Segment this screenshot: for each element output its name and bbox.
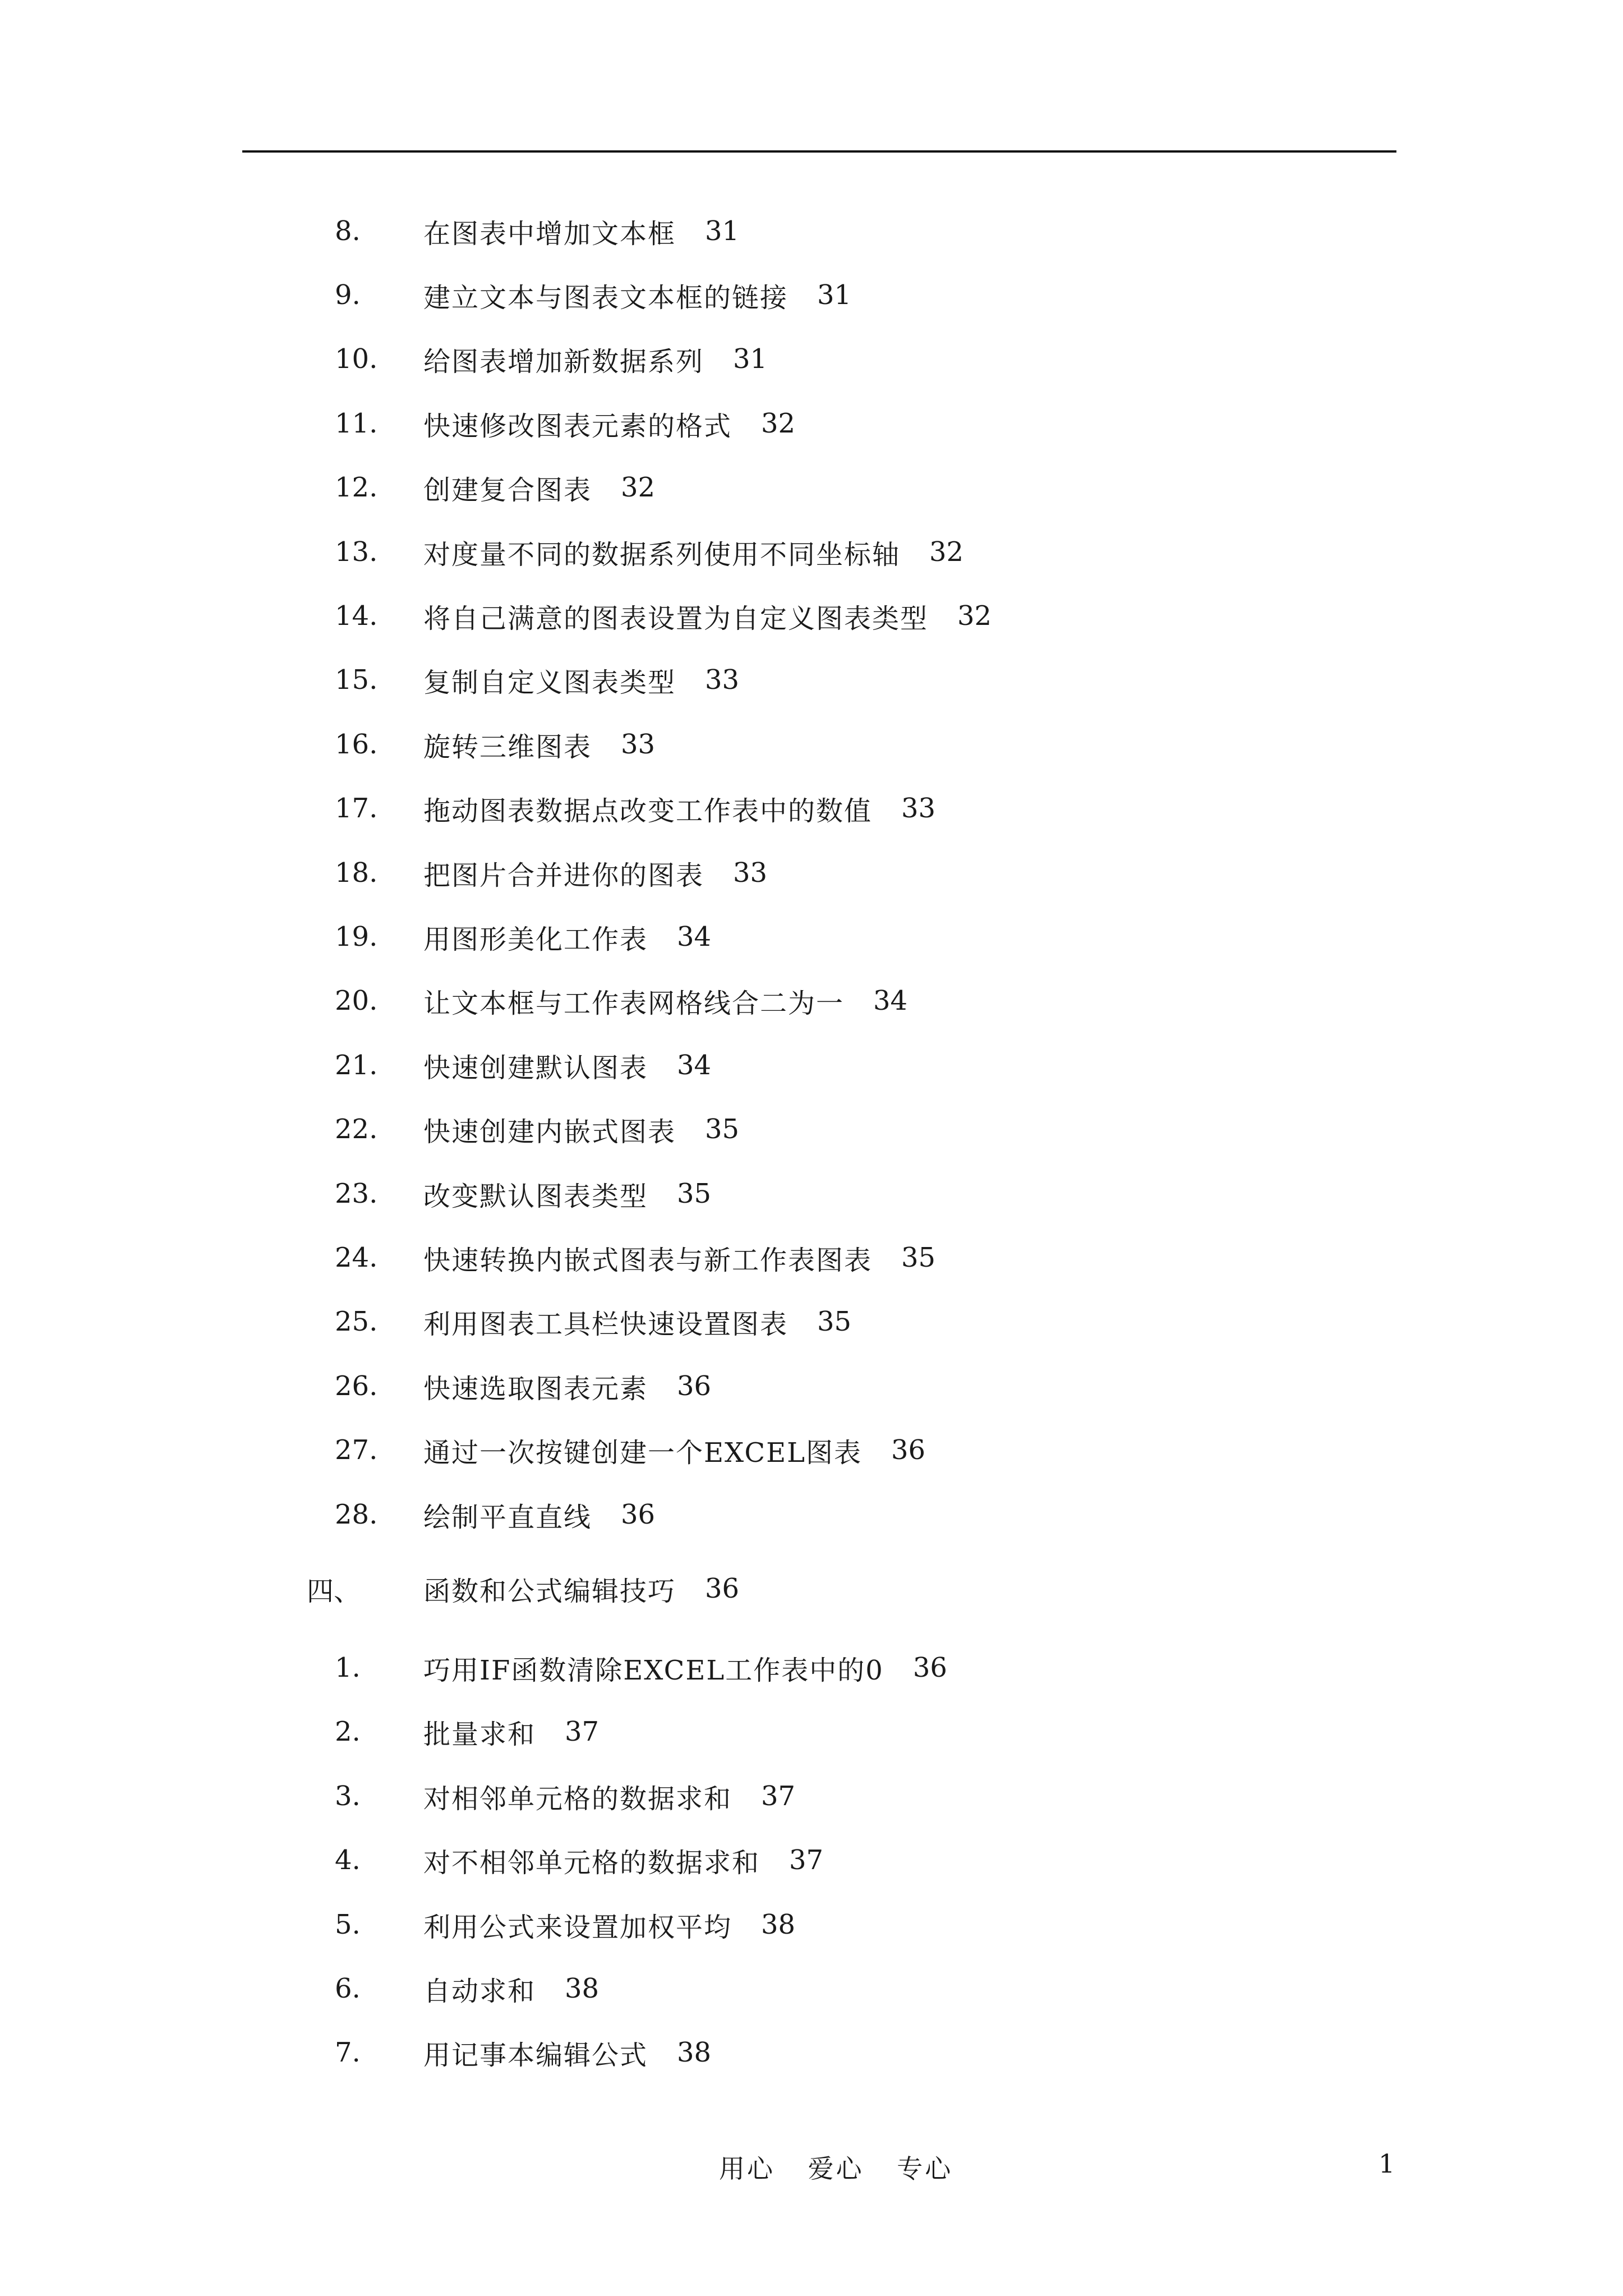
toc-entry-title: 巧用IF函数清除EXCEL工作表中的0 [423,1654,884,1686]
toc-entry-page: 37 [789,1844,824,1876]
toc-entry[interactable] [0,1364,711,1409]
toc-entry[interactable] [0,530,963,574]
toc-entry-page: 36 [912,1652,947,1683]
toc-entry-number: 8. [335,215,361,247]
toc-entry-number: 13. [335,536,378,568]
toc-entry-title: 快速修改图表元素的格式 [423,410,732,442]
toc-entry-page: 38 [677,2037,712,2068]
toc-entry-title: 利用公式来设置加权平均 [423,1911,732,1943]
toc-entry-title: 通过一次按键创建一个EXCEL图表 [423,1437,863,1469]
toc-entry-title: 利用图表工具栏快速设置图表 [423,1308,789,1340]
toc-entry-page: 35 [901,1242,936,1273]
toc-entry-number: 22. [335,1114,378,1145]
toc-entry[interactable] [0,1492,655,1537]
toc-entry-page: 35 [705,1114,740,1145]
toc-entry[interactable] [0,722,655,767]
toc-entry-number: 27. [335,1434,378,1466]
toc-entry-page: 32 [929,536,964,568]
toc-entry[interactable] [0,1299,851,1344]
toc-entry-number: 19. [335,921,378,953]
section-title: 函数和公式编辑技巧 [423,1575,676,1607]
toc-entry[interactable] [0,273,851,318]
toc-entry-number: 23. [335,1178,378,1209]
toc-entry[interactable] [0,1774,795,1819]
toc-entry-title: 将自己满意的图表设置为自定义图表类型 [423,602,929,634]
toc-entry-page: 32 [761,408,796,439]
toc-entry-number: 7. [335,2037,361,2068]
toc-entry-page: 33 [621,729,656,760]
toc-entry[interactable] [0,401,795,446]
toc-entry-page: 36 [677,1370,712,1402]
toc-entry-page: 38 [761,1909,796,1940]
toc-entry-number: 12. [335,472,378,503]
header-rule [242,150,1396,153]
toc-entry-title: 复制自定义图表类型 [423,666,676,698]
toc-entry-title: 旋转三维图表 [423,731,592,763]
toc-entry[interactable] [0,465,655,510]
toc-entry-title: 快速创建默认图表 [423,1052,648,1084]
toc-entry-number: 21. [335,1050,378,1081]
toc-entry-number: 20. [335,985,378,1016]
toc-entry[interactable] [0,1902,795,1947]
toc-entry-page: 34 [677,921,712,953]
toc-entry-title: 绘制平直直线 [423,1501,592,1533]
toc-entry-title: 用记事本编辑公式 [423,2039,648,2071]
toc-entry-title: 改变默认图表类型 [423,1180,648,1212]
toc-entry-number: 2. [335,1716,361,1747]
toc-entry-title: 批量求和 [423,1718,536,1750]
toc-entry-title: 自动求和 [423,1975,536,2007]
toc-entry-title: 用图形美化工作表 [423,923,648,955]
toc-entry-page: 33 [901,793,936,824]
toc-entry-page: 35 [677,1178,712,1209]
toc-entry-number: 10. [335,343,378,375]
toc-entry-page: 32 [957,600,992,632]
toc-entry-number: 24. [335,1242,378,1273]
toc-entry-page: 35 [817,1306,852,1337]
toc-entry-page: 37 [761,1780,796,1812]
toc-entry[interactable] [0,1645,947,1690]
toc-entry-title: 建立文本与图表文本框的链接 [423,282,789,314]
toc-entry-title: 对相邻单元格的数据求和 [423,1783,732,1815]
toc-entry[interactable] [0,850,767,895]
toc-entry-page: 31 [733,343,768,375]
toc-entry[interactable] [0,2030,711,2075]
toc-entry[interactable] [0,1107,739,1152]
toc-entry[interactable] [0,1171,711,1216]
toc-entry-title: 把图片合并进你的图表 [423,859,704,891]
toc-entry-page: 38 [565,1973,600,2004]
toc-entry[interactable] [0,978,907,1023]
toc-entry-number: 4. [335,1844,361,1876]
toc-entry-title: 拖动图表数据点改变工作表中的数值 [423,795,873,827]
toc-entry-title: 创建复合图表 [423,474,592,506]
toc-entry-number: 1. [335,1652,361,1683]
toc-entry-title: 快速选取图表元素 [423,1373,648,1405]
footer-motto: 用心 爱心 专心 [719,2154,953,2184]
toc-entry[interactable] [0,914,711,959]
toc-entry-title: 在图表中增加文本框 [423,218,676,250]
toc-entry-number: 18. [335,857,378,889]
toc-entry-number: 11. [335,408,378,439]
toc-entry[interactable] [0,1235,935,1280]
toc-entry-number: 6. [335,1973,361,2004]
section-number: 四、 [307,1575,361,1607]
toc-entry-page: 36 [891,1434,926,1466]
toc-entry[interactable] [0,1428,925,1473]
toc-entry-page: 37 [565,1716,600,1747]
toc-entry-page: 36 [621,1499,656,1530]
toc-entry[interactable] [0,593,992,638]
toc-entry-page: 31 [817,279,852,311]
toc-entry-page: 34 [873,985,908,1016]
toc-entry-number: 16. [335,729,378,760]
toc-entry[interactable] [0,657,739,702]
toc-entry-page: 32 [621,472,656,503]
footer-page-number: 1 [1378,2148,1395,2179]
toc-entry-page: 33 [705,664,740,696]
toc-entry-number: 14. [335,600,378,632]
toc-entry-title: 让文本框与工作表网格线合二为一 [423,987,845,1019]
toc-entry-title: 给图表增加新数据系列 [423,346,704,378]
toc-entry-number: 5. [335,1909,361,1940]
toc-entry[interactable] [0,1838,823,1883]
toc-entry-title: 对度量不同的数据系列使用不同坐标轴 [423,539,901,570]
toc-entry[interactable] [0,337,767,381]
toc-entry-number: 26. [335,1370,378,1402]
toc-section-heading[interactable] [0,1566,739,1611]
toc-entry-number: 17. [335,793,378,824]
toc-entry-number: 25. [335,1306,378,1337]
toc-entry-title: 对不相邻单元格的数据求和 [423,1847,760,1879]
toc-entry[interactable] [0,1709,599,1754]
toc-entry[interactable] [0,786,935,831]
section-page: 36 [705,1573,740,1604]
toc-entry-number: 9. [335,279,361,311]
toc-entry[interactable] [0,209,739,254]
toc-entry[interactable] [0,1043,711,1088]
page-footer [0,2148,1623,2188]
toc-entry-title: 快速创建内嵌式图表 [423,1116,676,1148]
toc-entry-number: 28. [335,1499,378,1530]
toc-entry-page: 34 [677,1050,712,1081]
toc-entry-page: 31 [705,215,740,247]
toc-entry[interactable] [0,1966,599,2011]
toc-entry-page: 33 [733,857,768,889]
toc-entry-number: 3. [335,1780,361,1812]
toc-entry-number: 15. [335,664,378,696]
toc-entry-title: 快速转换内嵌式图表与新工作表图表 [423,1244,873,1276]
